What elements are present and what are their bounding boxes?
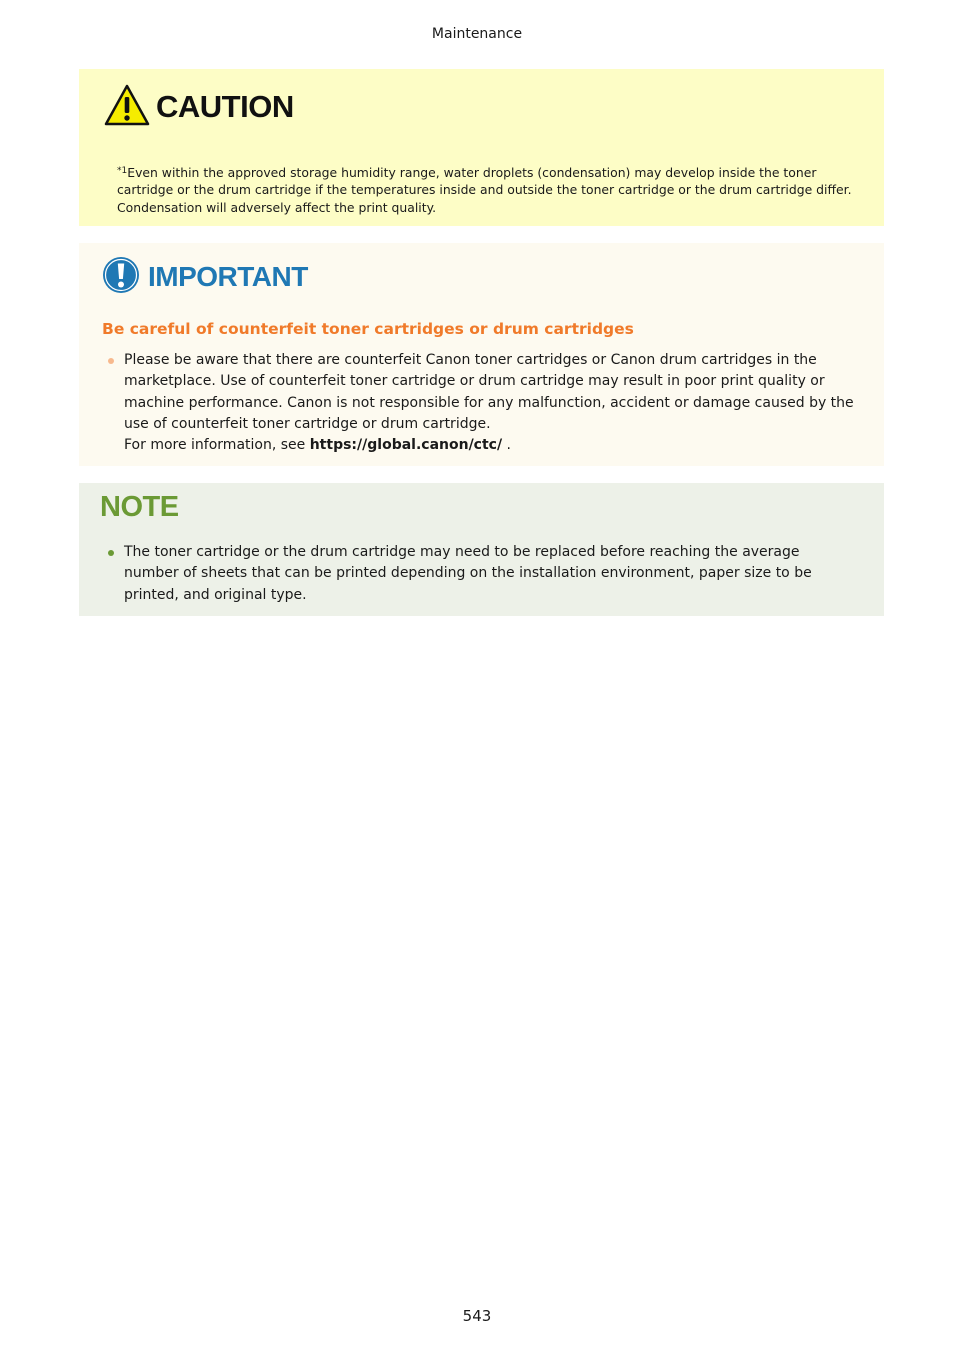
bullet-icon [108, 358, 114, 364]
important-heading [102, 257, 308, 297]
caution-footnote [117, 163, 857, 216]
page-number: 543 [462, 1307, 492, 1325]
list-item [108, 542, 858, 606]
important-subheading: Be careful of counterfeit toner cartridges or drum cartridges [102, 320, 634, 338]
important-list [108, 350, 858, 456]
important-box [79, 243, 884, 466]
exclamation-circle-icon [102, 256, 140, 298]
warning-triangle-icon [104, 84, 150, 130]
footnote-marker: *1 [117, 166, 128, 176]
more-info-prefix: For more information, see [124, 437, 310, 454]
caution-title: CAUTION [156, 89, 294, 124]
counterfeit-info-link[interactable]: https://global.canon/ctc/ [309, 437, 503, 454]
note-list [108, 542, 858, 606]
list-item-text: The toner cartridge or the drum cartridge may need to be replaced before reaching the average number of sheets that can be printed depending on the installation environment, paper size to be printed, and original type. [124, 544, 812, 603]
important-title: IMPORTANT [148, 261, 308, 292]
note-title: NOTE [100, 491, 179, 523]
page-header-section: Maintenance [431, 26, 523, 42]
footnote-text: Even within the approved storage humidity range, water droplets (condensation) may develop inside the toner cartridge or the drum cartridge if the temperatures inside and outside the toner cartridge or the drum cartridge differ. Condensation will adversely affect the print quality. [117, 165, 852, 215]
more-info-suffix: . [502, 437, 511, 454]
bullet-icon [108, 550, 114, 556]
caution-heading [104, 85, 294, 129]
caution-box [79, 69, 884, 226]
list-item [108, 350, 858, 456]
list-item-text: Please be aware that there are counterfeit Canon toner cartridges or Canon drum cartridges in the marketplace. Use of counterfeit toner cartridge or drum cartridge may result in poor print quality or machine performance. Canon is not responsible for any malfunction, accident or damage caused by the use of counterfeit toner cartridge or drum cartridge. [124, 352, 854, 432]
note-box [79, 483, 884, 616]
